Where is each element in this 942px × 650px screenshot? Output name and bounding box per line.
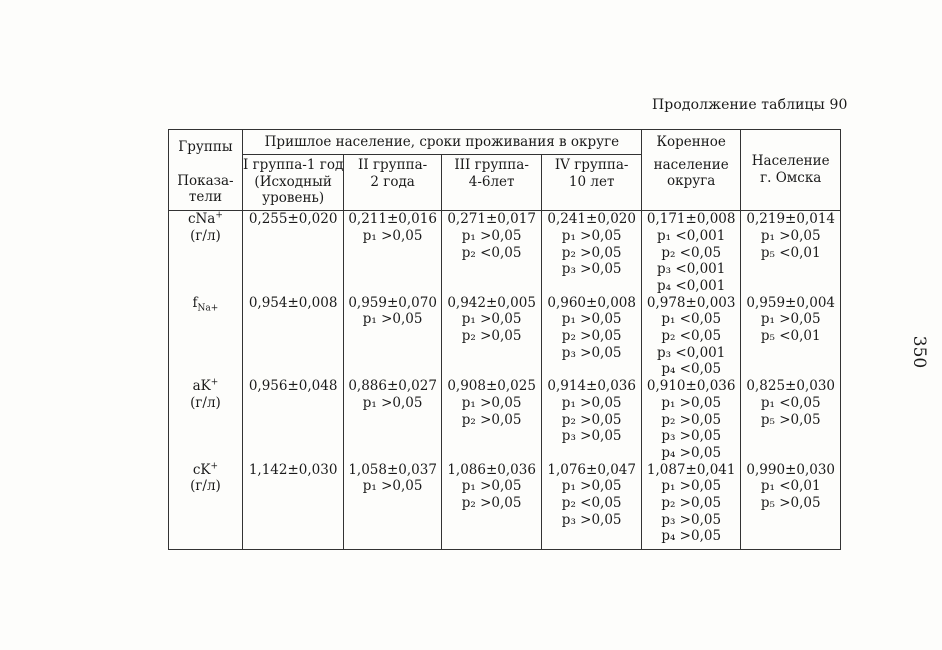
- p-value: p₃ >0,05: [561, 428, 622, 445]
- corner-header: [169, 130, 243, 211]
- mean-value: 0,959±0,070: [348, 294, 437, 311]
- table-cell: [344, 295, 441, 379]
- mean-value: 1,142±0,030: [248, 461, 338, 478]
- mean-value: 0,978±0,003: [646, 294, 736, 311]
- p-value: p₂ <0,05: [561, 495, 622, 512]
- p-value: p₂ <0,05: [661, 328, 722, 345]
- corner-header-groups: Группы: [178, 139, 233, 155]
- table-cell: [242, 295, 344, 379]
- table-cell: [344, 462, 441, 550]
- table-cell: [242, 378, 344, 462]
- p-value: p₄ <0,001: [657, 277, 726, 294]
- table-cell: [441, 295, 542, 379]
- table-body: [169, 211, 841, 550]
- p-value: p₄ <0,05: [661, 361, 722, 378]
- mean-value: 0,886±0,027: [348, 378, 437, 395]
- table-cell: [542, 378, 642, 462]
- p-value: p₁ >0,05: [760, 227, 821, 244]
- table-cell: [741, 295, 841, 379]
- mean-value: 0,954±0,008: [248, 294, 338, 311]
- table-cell: [344, 211, 441, 295]
- p-value: p₁ >0,05: [561, 394, 622, 411]
- table-row: [169, 378, 841, 462]
- row-label: $f_{Na+}$: [169, 295, 243, 379]
- mean-value: 0,956±0,048: [248, 378, 338, 395]
- table-cell: [641, 462, 741, 550]
- table-cell: [242, 462, 344, 550]
- mean-value: 0,241±0,020: [547, 211, 636, 228]
- table-cell: [741, 378, 841, 462]
- table-cell: [641, 378, 741, 462]
- mean-value: 0,825±0,030: [746, 378, 836, 395]
- table-cell: [741, 462, 841, 550]
- p-value: p₂ >0,05: [561, 328, 622, 345]
- p-value: p₁ >0,05: [661, 478, 722, 495]
- p-value: p₂ >0,05: [561, 244, 622, 261]
- p-value: p₁ >0,05: [362, 227, 423, 244]
- mean-value: 0,171±0,008: [646, 211, 736, 228]
- p-value: p₃ >0,05: [561, 261, 622, 278]
- native-population-header: Коренное население округа: [641, 130, 741, 211]
- table-cell: [542, 295, 642, 379]
- mean-value: 1,087±0,041: [646, 461, 736, 478]
- table-cell: [641, 295, 741, 379]
- p-value: p₁ >0,05: [661, 394, 722, 411]
- page-number: 350: [909, 335, 930, 369]
- p-value: p₃ <0,001: [657, 261, 726, 278]
- table-cell: [542, 211, 642, 295]
- table-row: [169, 295, 841, 379]
- mean-value: 0,271±0,017: [447, 211, 536, 228]
- p-value: p₅ <0,01: [760, 328, 821, 345]
- table-cell: [641, 211, 741, 295]
- mean-value: 1,058±0,037: [348, 461, 437, 478]
- p-value: p₁ >0,05: [461, 394, 522, 411]
- mean-value: 0,908±0,025: [447, 378, 536, 395]
- p-value: p₂ <0,05: [461, 244, 522, 261]
- p-value: p₂ >0,05: [461, 411, 522, 428]
- p-value: p₂ >0,05: [461, 495, 522, 512]
- p-value: p₃ >0,05: [561, 344, 622, 361]
- p-value: p₅ <0,01: [760, 244, 821, 261]
- subgroup-header-3: III группа- 4-6лет: [441, 155, 542, 211]
- data-table: [168, 129, 841, 550]
- p-value: p₁ >0,05: [760, 311, 821, 328]
- omsk-population-header: Население г. Омска: [741, 130, 841, 211]
- mean-value: 0,914±0,036: [547, 378, 636, 395]
- p-value: p₅ >0,05: [760, 411, 821, 428]
- p-value: p₁ >0,05: [461, 478, 522, 495]
- p-value: p₁ >0,05: [362, 394, 423, 411]
- corner-header-indicators: Показа- тели: [177, 172, 234, 206]
- mean-value: 0,959±0,004: [746, 294, 836, 311]
- table-row: [169, 462, 841, 550]
- p-value: p₂ >0,05: [661, 495, 722, 512]
- table-cell: [542, 462, 642, 550]
- p-value: p₄ >0,05: [661, 444, 722, 461]
- p-value: p₁ <0,05: [661, 311, 722, 328]
- table-cell: [441, 462, 542, 550]
- subgroup-header-4: IV группа- 10 лет: [542, 155, 642, 211]
- mean-value: 0,910±0,036: [646, 378, 736, 395]
- subgroup-header-1: I группа-1 год (Исходный уровень): [242, 155, 344, 211]
- p-value: p₅ >0,05: [760, 495, 821, 512]
- p-value: p₁ <0,001: [657, 227, 726, 244]
- row-label: cK+ (г/л): [169, 462, 243, 550]
- p-value: p₁ >0,05: [362, 311, 423, 328]
- mean-value: 0,255±0,020: [248, 211, 338, 228]
- subgroup-header-2: II группа- 2 года: [344, 155, 441, 211]
- p-value: p₁ <0,01: [760, 478, 821, 495]
- table-row: [169, 211, 841, 295]
- p-value: p₁ >0,05: [561, 227, 622, 244]
- table-cell: [741, 211, 841, 295]
- table-caption: Продолжение таблицы 90: [652, 97, 848, 113]
- p-value: p₃ >0,05: [661, 511, 722, 528]
- p-value: p₂ <0,05: [661, 244, 722, 261]
- row-label: aK+ (г/л): [169, 378, 243, 462]
- table-cell: [441, 378, 542, 462]
- p-value: p₂ >0,05: [561, 411, 622, 428]
- table-cell: [441, 211, 542, 295]
- mean-value: 0,990±0,030: [746, 461, 836, 478]
- p-value: p₁ >0,05: [461, 311, 522, 328]
- p-value: p₂ >0,05: [661, 411, 722, 428]
- p-value: p₁ >0,05: [461, 227, 522, 244]
- newcomer-population-header: Пришлое население, сроки проживания в округе: [242, 130, 641, 155]
- p-value: p₂ >0,05: [461, 328, 522, 345]
- p-value: p₄ >0,05: [661, 528, 722, 545]
- p-value: p₃ <0,001: [657, 344, 726, 361]
- mean-value: 0,960±0,008: [547, 294, 636, 311]
- p-value: p₁ <0,05: [760, 394, 821, 411]
- mean-value: 1,076±0,047: [547, 461, 636, 478]
- mean-value: 1,086±0,036: [447, 461, 536, 478]
- p-value: p₁ >0,05: [561, 311, 622, 328]
- p-value: p₃ >0,05: [661, 428, 722, 445]
- p-value: p₁ >0,05: [362, 478, 423, 495]
- mean-value: 0,942±0,005: [447, 294, 536, 311]
- table-cell: [344, 378, 441, 462]
- mean-value: 0,211±0,016: [348, 211, 437, 228]
- p-value: p₁ >0,05: [561, 478, 622, 495]
- table-cell: [242, 211, 344, 295]
- p-value: p₃ >0,05: [561, 511, 622, 528]
- row-label: cNa+ (г/л): [169, 211, 243, 295]
- mean-value: 0,219±0,014: [746, 211, 836, 228]
